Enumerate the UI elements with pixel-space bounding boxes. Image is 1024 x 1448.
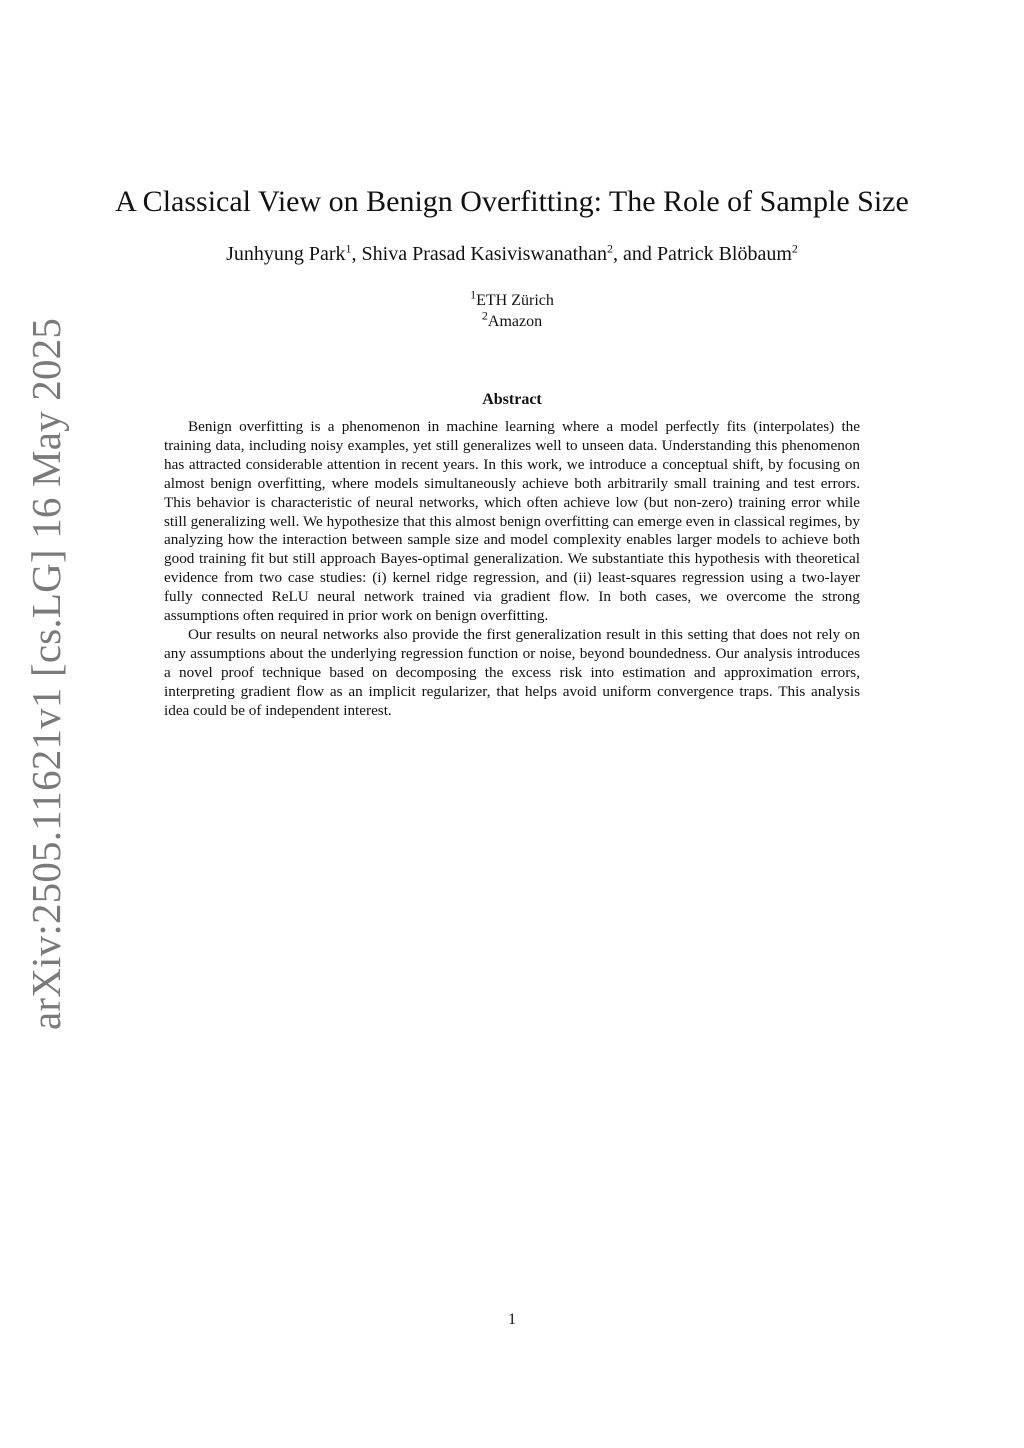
author-affiliation-mark: 2 [791,241,798,256]
abstract-heading: Abstract [482,391,542,408]
arxiv-identifier-stamp: arXiv:2505.11621v1 [cs.LG] 16 May 2025 [23,317,69,1030]
paper-title: A Classical View on Benign Overfitting: The Role of Sample Size [115,185,909,218]
author-separator: , [351,243,362,265]
author-list [0,241,1024,267]
abstract-body [164,418,860,721]
author-name: Junhyung Park [226,243,346,265]
author-affiliation-mark: 1 [345,241,352,256]
affiliation-mark: 1 [470,287,477,302]
affiliation-name: ETH Zürich [476,292,554,309]
author-affiliation-mark: 2 [607,241,614,256]
author-name: Shiva Prasad Kasiviswanathan [361,243,608,265]
author-name: Patrick Blöbaum [656,243,792,265]
abstract-paragraph: Benign overfitting is a phenomenon in machine learning where a model perfectly fits (interpolates) the training data, including noisy examples, yet still generalizes well to unseen data. Understanding this phenomenon has attracted considerable attention in recent years. In this work, we introduce a conceptual shift, by focusing on almost benign overfitting, where models simultaneously achieve both arbitrarily small training and test errors. This behavior is characteristic of neural networks, which often achieve low (but non-zero) training error while still generalizing well. We hypothesize that this almost benign overfitting can emerge even in classical regimes, by analyzing how the interaction between sample size and model complexity enables larger models to achieve both good training fit but still approach Bayes-optimal generalization. We substantiate this hypothesis with theoretical evidence from two case studies: (i) kernel ridge regression, and (ii) least-squares regression using a two-layer fully connected ReLU neural network trained via gradient flow. In both cases, we overcome the strong assumptions often required in prior work on benign overfitting. [164,418,860,625]
affiliation [0,287,1024,311]
affiliation-mark: 2 [481,308,488,323]
affiliation-name: Amazon [487,313,543,330]
page-number: 1 [508,1311,516,1328]
abstract-paragraph: Our results on neural networks also provide the first generalization result in this setting that does not rely on any assumptions about the underlying regression function or noise, beyond boundedness. Our analysis introduces a novel proof technique based on decomposing the excess risk into estimation and approximation errors, interpreting gradient flow as an implicit regularizer, that helps avoid uniform convergence traps. This analysis idea could be of independent interest. [164,625,860,719]
author-separator: , and [613,243,657,265]
affiliation [0,308,1024,332]
